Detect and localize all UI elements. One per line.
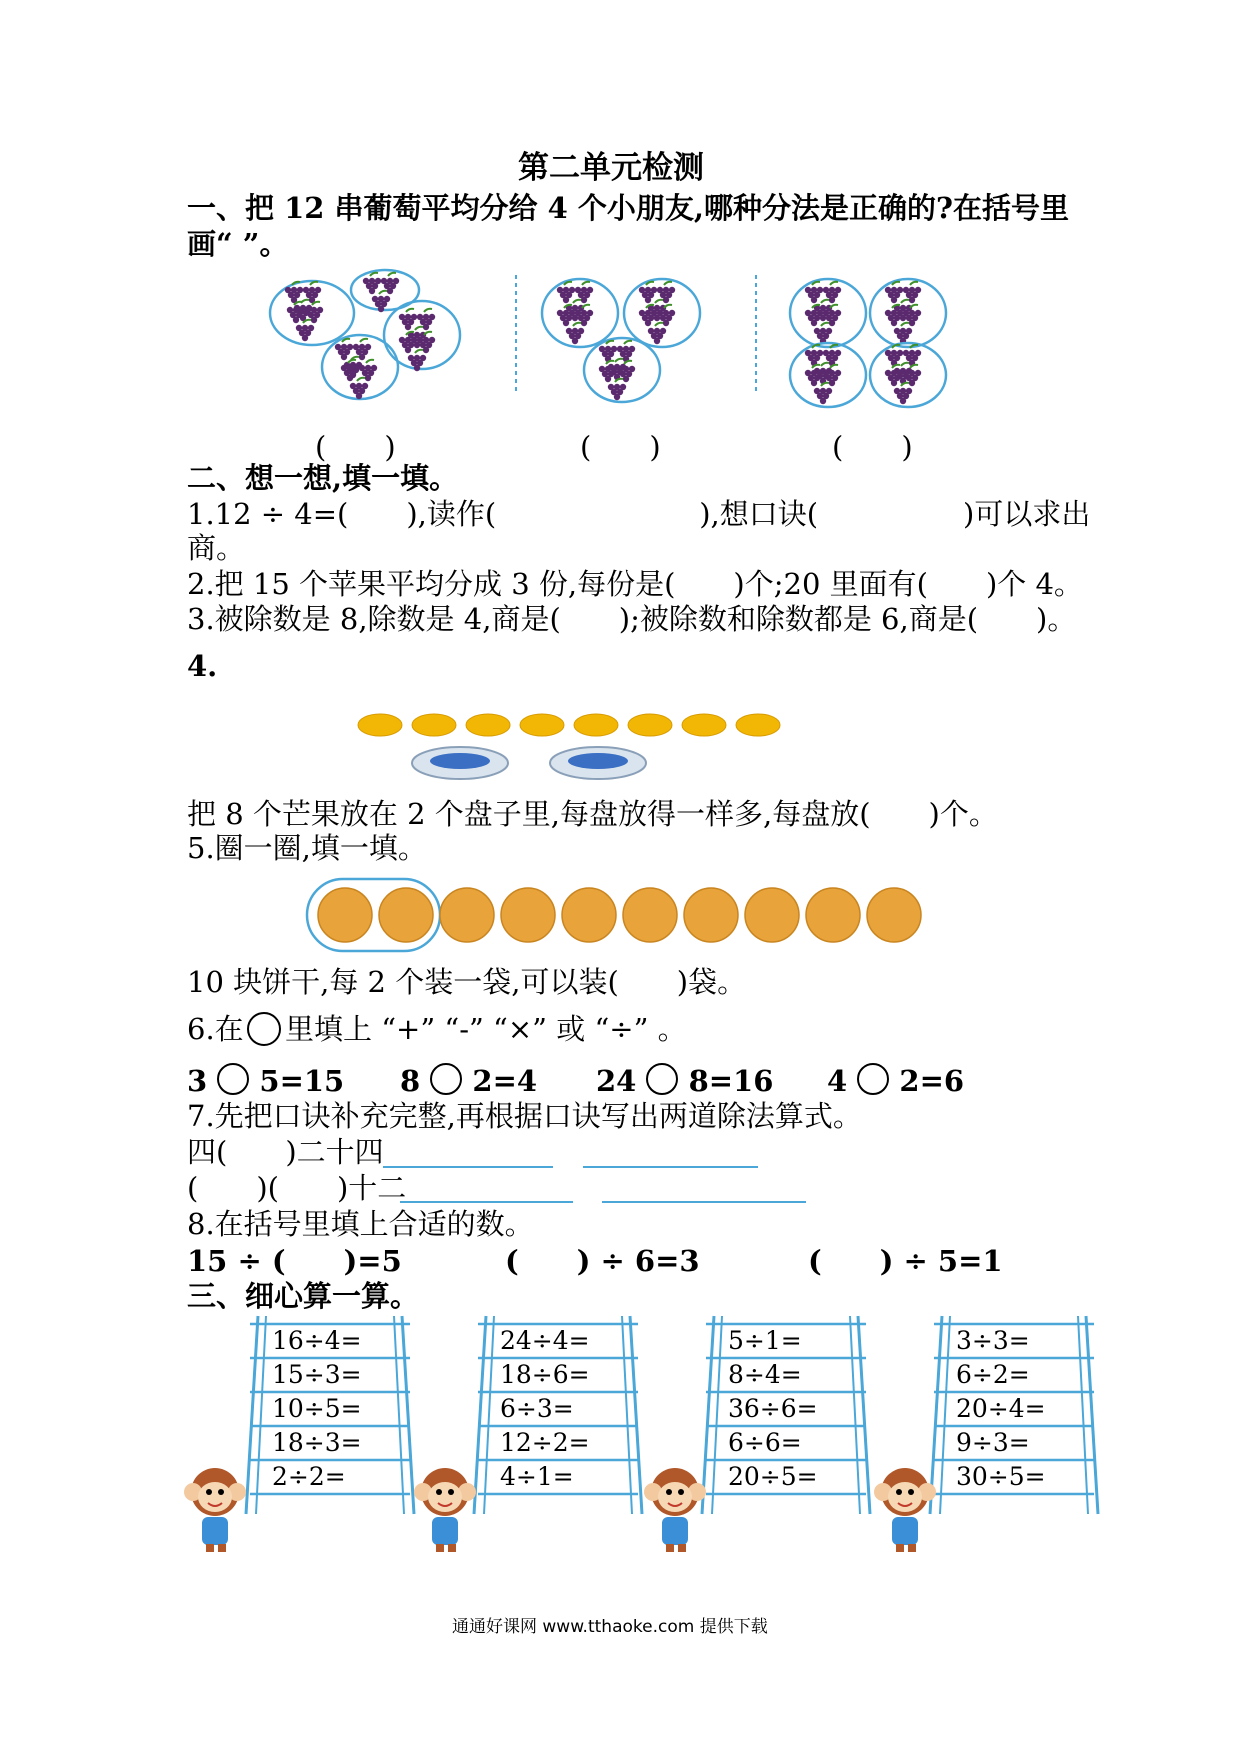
mango [358,714,402,736]
plate [550,747,646,779]
ladder-equation: 20÷5= [728,1462,818,1491]
footer-text: 通通好课网 www.tthaoke.com 提供下载 [452,1617,768,1637]
ladder-equation: 6÷3= [500,1394,574,1423]
mango [520,714,564,736]
question-3: 3.被除数是 8,除数是 4,商是( );被除数和除数都是 6,商是( )。 [187,602,1077,636]
ladder-equation: 3÷3= [956,1326,1030,1355]
cookies-illustration [305,876,935,956]
monkey-illustration [410,1462,480,1554]
monkey-illustration [870,1462,940,1554]
question-8-item-2: ( ) ÷ 6=3 [505,1244,700,1278]
operator-circle-icon [247,1012,281,1046]
cookie [562,888,616,942]
q6-item-b [400,1063,537,1099]
cookie [501,888,555,942]
cookie [440,888,494,942]
operator-circle[interactable] [857,1063,889,1095]
cookie [806,888,860,942]
ladder-equation: 5÷1= [728,1326,802,1355]
mango [682,714,726,736]
mango [628,714,672,736]
question-5-label: 5.圈一圈,填一填。 [187,831,427,865]
ladder-equation: 16÷4= [272,1326,362,1355]
ladder-equation: 15÷3= [272,1360,362,1389]
section1-heading-line2: 画“ ”。 [187,227,289,261]
question-7-line1: 四( )二十四 [187,1135,384,1169]
cookie [379,888,433,942]
ladder-equation: 4÷1= [500,1462,574,1491]
q6-operand-a: 8 [400,1064,421,1098]
answer-line[interactable] [602,1201,806,1203]
answer-paren-c[interactable]: ( ) [832,430,913,464]
question-1: 1.12 ÷ 4=( ),读作( ),想口诀( )可以求出 [187,497,1091,531]
cookie [318,888,372,942]
q6-item-d [827,1063,964,1099]
question-6-label: 6.在 [187,1012,244,1046]
ladder-equation: 24÷4= [500,1326,590,1355]
q6-operand-b: 2=6 [899,1064,965,1098]
operator-circle[interactable] [217,1063,249,1095]
question-7-label: 7.先把口诀补充完整,再根据口诀写出两道除法算式。 [187,1099,862,1133]
answer-paren-a[interactable]: ( ) [315,430,396,464]
question-5-text: 10 块饼干,每 2 个装一袋,可以装( )袋。 [187,965,747,999]
answer-line[interactable] [383,1166,553,1168]
plate [412,747,508,779]
operator-circle[interactable] [646,1063,678,1095]
mango [412,714,456,736]
section2-heading: 二、想一想,填一填。 [187,461,459,495]
question-2: 2.把 15 个苹果平均分成 3 份,每份是( )个;20 里面有( )个 4。 [187,567,1083,601]
question-4-text: 把 8 个芒果放在 2 个盘子里,每盘放得一样多,每盘放( )个。 [187,797,998,831]
answer-line[interactable] [583,1166,758,1168]
question-8-item-1: 15 ÷ ( )=5 [187,1244,402,1278]
cookie [867,888,921,942]
mango [574,714,618,736]
cookie [745,888,799,942]
page-title: 第二单元检测 [518,150,704,186]
question-6-text: 里填上 “+” “-” “×” 或 “÷” 。 [285,1012,687,1046]
section3-heading: 三、细心算一算。 [187,1279,420,1313]
ladder-equation: 18÷6= [500,1360,590,1389]
q6-operand-b: 8=16 [688,1064,774,1098]
q6-operand-a: 4 [827,1064,848,1098]
ladder-equation: 20÷4= [956,1394,1046,1423]
question-8-label: 8.在括号里填上合适的数。 [187,1207,534,1241]
q6-operand-b: 2=4 [472,1064,538,1098]
ladder-equation: 6÷6= [728,1428,802,1457]
cookie [623,888,677,942]
answer-line[interactable] [400,1201,573,1203]
ladder-equation: 9÷3= [956,1428,1030,1457]
operator-circle[interactable] [430,1063,462,1095]
q6-item-c [596,1063,773,1099]
answer-paren-b[interactable]: ( ) [580,430,661,464]
ladder-equation: 10÷5= [272,1394,362,1423]
question-1-line2: 商。 [187,531,246,565]
ladder-equation: 18÷3= [272,1428,362,1457]
ladder-equation: 36÷6= [728,1394,818,1423]
cookie [684,888,738,942]
ladder-equation: 8÷4= [728,1360,802,1389]
question-7-line2: ( )( )十二 [187,1171,407,1205]
section1-heading: 一、把 12 串葡萄平均分给 4 个小朋友,哪种分法是正确的?在括号里 [187,191,1070,225]
q6-operand-a: 24 [596,1064,637,1098]
ladder-equation: 2÷2= [272,1462,346,1491]
mango [736,714,780,736]
q6-operand-a: 3 [187,1064,208,1098]
mango-plates-illustration [355,705,795,785]
ladder-equation: 30÷5= [956,1462,1046,1491]
question-8-item-3: ( ) ÷ 5=1 [808,1244,1003,1278]
ladder-equation: 6÷2= [956,1360,1030,1389]
monkey-illustration [180,1462,250,1554]
mango [466,714,510,736]
grape-groups-illustration [260,265,980,415]
question-4-label: 4. [187,649,218,683]
q6-operand-b: 5=15 [259,1064,345,1098]
monkey-illustration [640,1462,710,1554]
q6-item-a [187,1063,344,1099]
ladder-equation: 12÷2= [500,1428,590,1457]
